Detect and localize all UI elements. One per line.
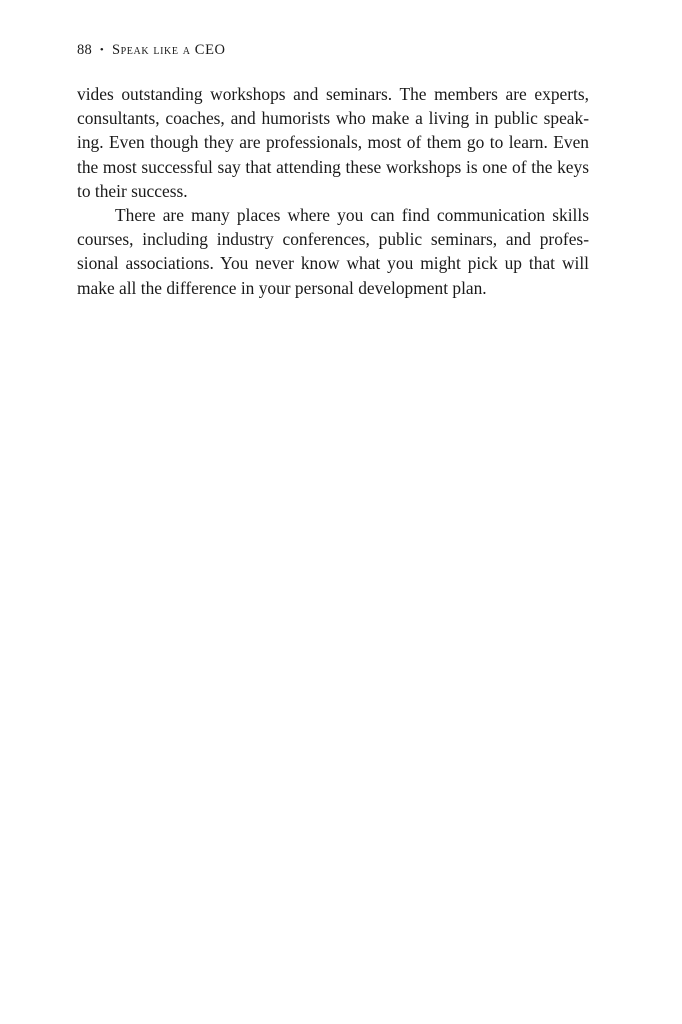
book-title: Speak like a CEO xyxy=(111,42,226,58)
page-number: 88 xyxy=(77,42,92,58)
body-text xyxy=(77,82,589,300)
paragraph-continued: vides outstanding workshops and seminars. The members are experts, consultants, coaches, and humorists who make a living in public speaking. Even though they are professionals, most of them go to learn. Even the most successful say that attending these workshops is one of the keys to their success. xyxy=(77,84,589,201)
paragraph-communication-courses: There are many places where you can find communication skills courses, including industry conferences, public seminars, and professional associations. You never know what you might pick up that will make all the difference in your personal development plan. xyxy=(77,205,589,298)
separator-bullet: • xyxy=(99,44,104,56)
running-head xyxy=(77,40,597,61)
